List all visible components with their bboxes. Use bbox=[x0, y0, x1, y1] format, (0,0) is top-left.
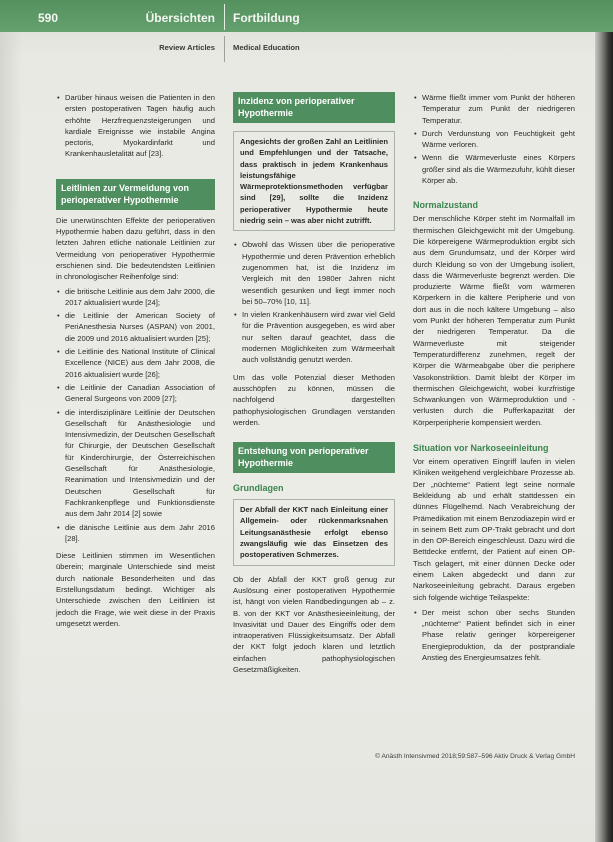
bullet-icon: • bbox=[57, 93, 60, 102]
pre-induction-paragraph: Vor einem operativen Eingriff laufen in vielen Kliniken weitgehend vergleichbare Prozesse ab. Der „nüchterne“ Patient legt seine normale Bekleidung ab und erhält stattdessen ein dünnes Flügelhemd. Nach Verabreichung der Prämedikation mit einem Benzodiazepin wird er in seinem Bett zum OP-Trakt gebracht und dort in den OP-Bereich eingeschleust. Dazu wird die Bettdecke entfernt, der Patient auf einen OP-Tisch gelagert, mit einer dünnen Decke oder einem Laken abgedeckt und dann zur Narkoseeinleitung gebracht. Daraus ergeben sich folgende wichtige Teilaspekte: bbox=[413, 457, 575, 602]
list-item-text: Wärme fließt immer vom Punkt der höheren Temperatur zum Punkt der niedrigeren Temperatur. bbox=[422, 93, 575, 125]
list-item bbox=[56, 382, 215, 405]
subsection-title-right: Medical Education bbox=[233, 43, 300, 52]
bullet-icon: • bbox=[57, 311, 60, 321]
basics-highlight-box: Der Abfall der KKT nach Einleitung einer Allgemein- oder rückenmarksnahen Leitungsanästhesie erfolgt ebenso zwangsläufig wie das Einsetzen des postoperativen Schmerzes. bbox=[233, 499, 395, 565]
incidence-highlight-box: Angesichts der großen Zahl an Leitlinien und Empfehlungen und der Tatsache, dass praktisch in jedem Krankenhaus leistungsfähige Wärmeprotektionsmethoden verfügbar sind [29], sollte die Inzidenz perioperativer Hypothermie heute niedrig sein – was aber nicht zutrifft. bbox=[233, 131, 395, 231]
subheading-pre-induction: Situation vor Narkoseeinleitung bbox=[413, 443, 549, 454]
section-title-left: Übersichten bbox=[145, 11, 215, 25]
basics-paragraph: Ob der Abfall der KKT groß genug zur Auslösung einer postoperativen Hypothermie ist, hängt von vielen Randbedingungen ab – z. B. von der KKT vor Anästhesieeinleitung, der Invasivität und Dauer des Eingriffs oder dem intraoperativen Flüssigkeitsumsatz. Der Abfall der KKT folgt jedoch klaren und letztlich einfachen pathophysiologischen Gesetzmäßigkeiten. bbox=[233, 574, 395, 674]
list-item bbox=[56, 346, 215, 380]
normal-state-paragraph: Der menschliche Körper steht im Normalfall im thermischen Gleichgewicht mit der Umgebung. Die körpereigene Wärmeproduktion ergibt sich aus dem Grundumsatz, und der Körper wird durch Kleidung so von der Umgebung isoliert, dass die Wärmeverluste begrenzt werden. Die produzierte Wärme fließt vom wärmeren Körperkern in die kältere Peripherie und von dort aus in die noch kältere Umgebung – also vom Punkt der höheren Temperatur zum Punkt der niedrigeren Temperatur. Da die Wärmeverluste mit steigender Temperaturdifferenz zunehmen, regelt der Körper die Wärmeabgabe über die periphere Vasokonstriktion. Damit bleibt der Körper im thermischen Gleichgewicht, wobei kurzfristige Schwankungen von Wärmeproduktion und -verlusten durch die Pufferkapazität der Körperperipherie kompensiert werden. bbox=[413, 214, 575, 427]
list-item-text: die Leitlinie der Canadian Association of General Surgeons von 2009 [27]; bbox=[65, 382, 215, 404]
section-heading-incidence: Inzidenz von perioperativer Hypothermie bbox=[233, 92, 395, 123]
section-title-right: Fortbildung bbox=[233, 11, 300, 25]
list-item-text: In vielen Krankenhäusern wird zwar viel Geld für die Prävention ausgegeben, es wird aber nur selten darauf geachtet, dass die modernen Möglichkeiten zum Wärmeerhalt auch vollständig genutzt werden. bbox=[242, 310, 395, 365]
guidelines-list bbox=[56, 286, 215, 545]
bullet-icon: • bbox=[57, 286, 60, 296]
list-item bbox=[233, 239, 395, 307]
middle-column bbox=[233, 92, 395, 675]
bullet-icon: • bbox=[57, 347, 60, 357]
list-item-text: die dänische Leitlinie aus dem Jahr 2016 [28]. bbox=[65, 522, 215, 543]
list-item-text: Obwohl das Wissen über die perioperative Hypothermie und deren Prävention erheblich zugenommen hat, ist die Inzidenz im Vergleich mit den 1980er Jahren nicht wesentlich gesunken und liegt immer noch bei 50–70% [10, 11]. bbox=[242, 240, 395, 306]
section-heading-origin: Entstehung von perioperativer Hypothermie bbox=[233, 442, 395, 473]
list-item bbox=[56, 522, 215, 545]
header-divider bbox=[224, 4, 225, 30]
list-item bbox=[413, 152, 575, 186]
copyright-footer: © Anästh Intensivmed 2018;59:587–596 Aktiv Druck & Verlag GmbH bbox=[375, 753, 575, 760]
bullet-icon: • bbox=[57, 382, 60, 392]
bullet-icon: • bbox=[414, 128, 417, 138]
list-item-text: die interdisziplinäre Leitlinie der Deutschen Gesellschaft für Anästhesiologie und Intensivmedizin, der Deutschen Gesellschaft für Chirurgie, der Deutschen Gesellschaft für Kinderchirurgie, der Österreichischen Gesellschaft für Anästhesiologie, Reanimation und Intensivmedizin und der Deutschen Gesellschaft für Fachkrankenpflege und Funktionsdienste aus dem Jahr 2014 [2] sowie bbox=[65, 407, 215, 519]
incidence-paragraph: Um das volle Potenzial dieser Methoden ausschöpfen zu können, müssen die nachfolgend dargestellten pathophysiologischen Grundlagen verstanden werden. bbox=[233, 372, 395, 427]
list-item bbox=[413, 607, 575, 663]
list-item-text: Der meist schon über sechs Stunden „nüchterne“ Patient befindet sich in einer Phase relativ geringer körpereigener Energieproduktion, da der postprandiale Anstieg des Energieumsatzes fehlt. bbox=[422, 607, 575, 663]
subheading-basics: Grundlagen bbox=[233, 483, 284, 494]
list-item bbox=[56, 286, 215, 309]
list-item bbox=[56, 92, 215, 160]
list-item bbox=[413, 128, 575, 151]
pre-induction-bullet-list bbox=[413, 607, 575, 663]
list-item-text: die Leitlinie der American Society of PeriAnesthesia Nurses (ASPAN) von 2001, die 2009 und 2016 aktualisiert wurden [25]; bbox=[65, 311, 215, 343]
list-item-text: die britische Leitlinie aus dem Jahr 2000, die 2017 aktualisiert wurde [24]; bbox=[65, 286, 215, 307]
page-number: 590 bbox=[38, 11, 59, 25]
list-item bbox=[413, 92, 575, 126]
subheading-normal-state: Normalzustand bbox=[413, 200, 479, 211]
principles-bullet-list bbox=[413, 92, 575, 186]
incidence-bullet-list bbox=[233, 239, 395, 365]
bullet-icon: • bbox=[414, 93, 417, 102]
bullet-icon: • bbox=[414, 153, 417, 163]
bullet-icon: • bbox=[414, 607, 417, 617]
guidelines-intro-paragraph: Die unerwünschten Effekte der perioperativen Hypothermie haben dazu geführt, dass in den letzten Jahren etliche nationale Leitlinien zur Vermeidung von perioperativer Hypothermie erschienen sind. Die bedeutendsten Leitlinien in chronologischer Reihenfolge sind: bbox=[56, 215, 215, 282]
list-item-text: die Leitlinie des National Institute of Clinical Excellence (NICE) aus dem Jahr 2008, die 2016 aktualisiert wurde [26]; bbox=[65, 347, 215, 379]
header-band bbox=[0, 0, 613, 32]
subsection-title-left: Review Articles bbox=[159, 43, 215, 52]
subheader-divider bbox=[224, 36, 225, 62]
section-heading-guidelines: Leitlinien zur Vermeidung von perioperativer Hypothermie bbox=[56, 179, 215, 210]
left-column bbox=[56, 92, 215, 629]
scan-right-edge bbox=[595, 0, 613, 842]
list-item bbox=[56, 310, 215, 344]
bullet-icon: • bbox=[57, 407, 60, 417]
list-item-text: Darüber hinaus weisen die Patienten in den ersten postoperativen Tagen häufig auch erhöhte Herzfrequenzsteigerungen und kardiale Ereignisse wie instabile Angina pectoris, Myokardinfarkt und Krankenhausletalität auf [23]. bbox=[65, 93, 215, 159]
guidelines-conclusion-paragraph: Diese Leitlinien stimmen im Wesentlichen überein; marginale Unterschiede sind meist durch nationale Besonderheiten und das Erstellungsdatum bedingt. Wichtiger als Unterschiede zwischen den Leitlinien ist jedoch die Frage, wie weit diese in der Praxis umgesetzt werden. bbox=[56, 551, 215, 628]
bullet-icon: • bbox=[234, 240, 237, 250]
list-item bbox=[56, 407, 215, 520]
list-item bbox=[233, 309, 395, 365]
scan-left-shadow bbox=[0, 0, 22, 842]
right-column bbox=[413, 92, 575, 665]
list-item-text: Wenn die Wärmeverluste eines Körpers größer sind als die Wärmezufuhr, kühlt dieser Körper ab. bbox=[422, 153, 575, 186]
intro-bullet-list bbox=[56, 92, 215, 160]
list-item-text: Durch Verdunstung von Feuchtigkeit geht Wärme verloren. bbox=[422, 128, 575, 150]
bullet-icon: • bbox=[234, 310, 237, 320]
bullet-icon: • bbox=[57, 522, 60, 532]
